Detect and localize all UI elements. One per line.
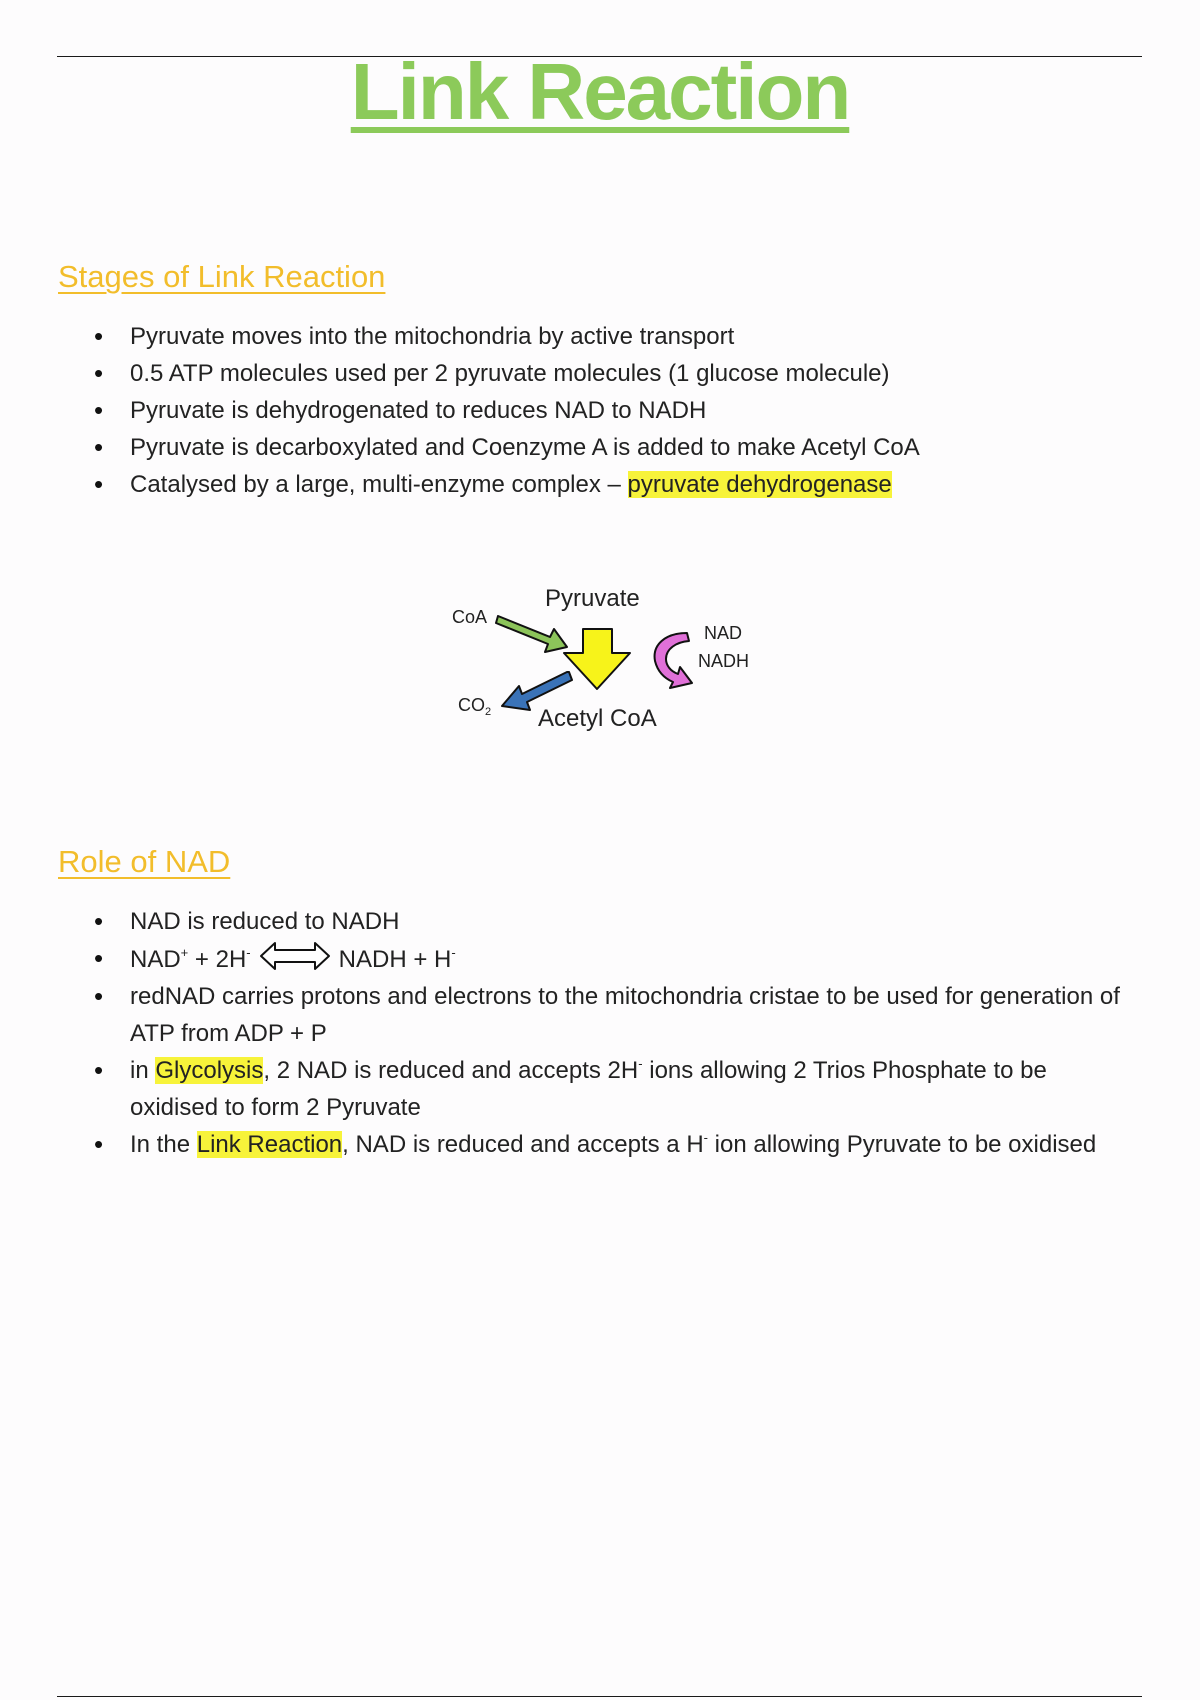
list-item: • in Glycolysis, 2 NAD is reduced and accepts 2H- ions allowing 2 Trios Phosphate to be oxidised to form 2 Pyruvate [88,1052,1128,1126]
diagram-nadh-label: NADH [698,651,750,671]
list-item: • Pyruvate is decarboxylated and Coenzyme A is added to make Acetyl CoA [88,429,1128,466]
highlight-pyruvate-dehydrogenase: pyruvate dehydrogenase [627,471,892,498]
diagram-coa-label: CoA [452,607,488,627]
pyruvate-down-arrow [564,629,630,689]
list-item: • Pyruvate is dehydrogenated to reduces NAD to NADH [88,392,1128,429]
highlight-glycolysis: Glycolysis [155,1057,264,1084]
diagram-acetyl-coa-label: Acetyl CoA [538,705,657,732]
list-item: • Pyruvate moves into the mitochondria by active transport [88,318,1128,355]
bottom-rule [57,1696,1142,1697]
heading-stages: Stages of Link Reaction [58,259,386,294]
highlight-link-reaction: Link Reaction [196,1131,343,1158]
diagram-co2-label: $CO_2$ [458,695,492,718]
link-reaction-diagram [430,575,770,745]
nad-list [88,903,1128,1163]
double-arrow-icon [259,940,331,972]
list-item: • Catalysed by a large, multi-enzyme complex – pyruvate dehydrogenase [88,466,1128,503]
diagram-pyruvate-label: Pyruvate [545,585,640,612]
list-item: • 0.5 ATP molecules used per 2 pyruvate molecules (1 glucose molecule) [88,355,1128,392]
diagram-nad-label: NAD [704,623,743,643]
heading-role-of-nad: Role of NAD [58,844,231,879]
page-title: Link Reaction [350,47,850,136]
list-item: • NAD is reduced to NADH [88,903,1128,940]
list-item-equation: • NAD+ + 2H- NADH + H- [88,940,1128,978]
list-item: • In the Link Reaction, NAD is reduced and accepts a H- ion allowing Pyruvate to be oxidised [88,1126,1128,1163]
coa-arrow [496,616,567,652]
stages-list [88,318,1128,503]
nad-curved-arrow [655,633,692,688]
list-item: • redNAD carries protons and electrons to the mitochondria cristae to be used for generation of ATP from ADP + P [88,978,1128,1052]
